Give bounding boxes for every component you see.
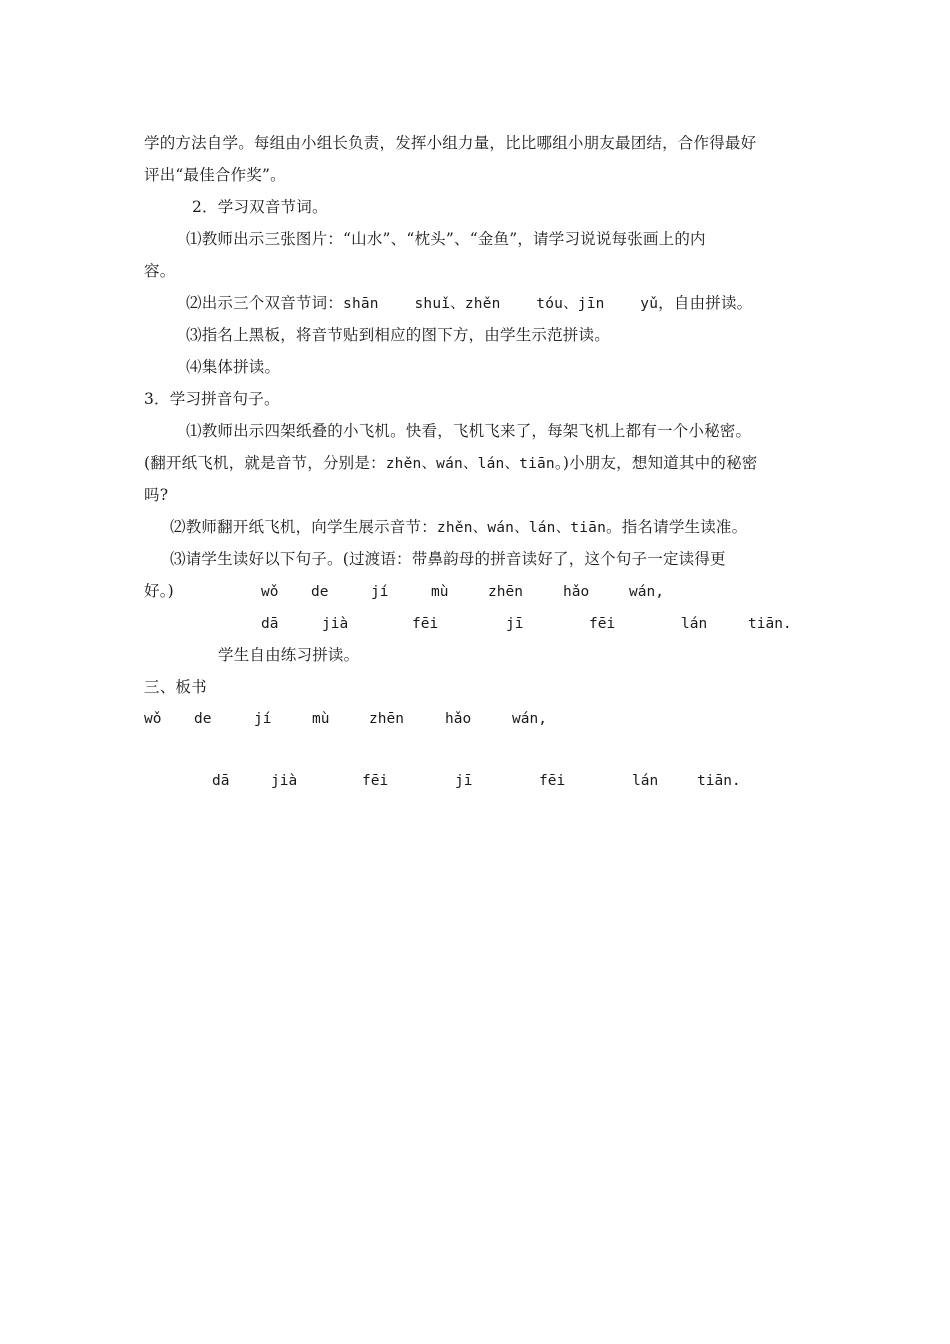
text-segment: (翻开纸飞机，就是音节，分别是： <box>144 454 386 472</box>
pinyin-word: jī <box>506 616 524 632</box>
text-segment: ，自由拼读。 <box>658 294 753 312</box>
board-pinyin-word: de <box>194 711 212 727</box>
board-pinyin-word: mù <box>312 711 330 727</box>
paragraph-line: ⑶请学生读好以下句子。(过渡语：带鼻韵母的拼音读好了，这个句子一定读得更 <box>170 550 726 568</box>
paragraph-line: ⑶指名上黑板，将音节贴到相应的图下方，由学生示范拼读。 <box>186 326 610 344</box>
text-segment: 。)小朋友，想知道其中的秘密 <box>554 454 758 472</box>
board-pinyin-word: tiān. <box>697 773 741 789</box>
pinyin-word: hǎo <box>563 584 590 600</box>
board-pinyin-word: fēi <box>362 773 389 789</box>
pinyin-segment: zhěn、wán、lán、tiān <box>385 456 555 472</box>
paragraph-line: ⑴教师出示三张图片：“山水”、“枕头”、“金鱼”，请学习说说每张画上的内 <box>186 230 706 248</box>
paragraph-line: ⑴教师出示四架纸叠的小飞机。快看，飞机飞来了，每架飞机上都有一个小秘密。 <box>186 422 752 440</box>
pinyin-word: fēi <box>412 616 439 632</box>
pinyin-word: wǒ <box>261 584 279 600</box>
board-pinyin-word: jià <box>271 773 298 789</box>
section-heading: 2．学习双音节词。 <box>192 198 328 216</box>
board-pinyin-word: jí <box>254 711 272 727</box>
pinyin-segment: shān shuǐ、zhěn tóu、jīn yǔ <box>343 296 659 312</box>
text-segment: ⑵出示三个双音节词： <box>186 294 344 312</box>
paragraph-line: 评出“最佳合作奖”。 <box>144 166 286 184</box>
pinyin-word: fēi <box>589 616 616 632</box>
pinyin-word: dā <box>261 616 279 632</box>
board-pinyin-word: zhēn <box>369 711 404 727</box>
text-segment: 。指名请学生读准。 <box>606 518 748 536</box>
paragraph-line <box>144 453 757 474</box>
paragraph-line: 容。 <box>144 262 176 280</box>
pinyin-word: lán <box>681 616 708 632</box>
pinyin-segment: zhěn、wán、lán、tiān <box>436 520 607 536</box>
paragraph-line: 学生自由练习拼读。 <box>218 646 360 664</box>
text-segment: ⑵教师翻开纸飞机，向学生展示音节： <box>170 518 437 536</box>
board-pinyin-word: hǎo <box>445 711 472 727</box>
section-heading: 3．学习拼音句子。 <box>144 390 280 408</box>
board-pinyin-word: fēi <box>539 773 566 789</box>
section-heading: 三、板书 <box>144 678 207 696</box>
paragraph-line: ⑷集体拼读。 <box>186 358 281 376</box>
board-pinyin-word: wǒ <box>144 711 162 727</box>
pinyin-word: de <box>311 584 329 600</box>
pinyin-word: tiān. <box>748 616 792 632</box>
paragraph-line: 好。) <box>144 582 174 600</box>
board-pinyin-word: dā <box>212 773 230 789</box>
pinyin-word: zhēn <box>488 584 523 600</box>
pinyin-word: wán, <box>629 584 664 600</box>
paragraph-line <box>170 517 747 538</box>
paragraph-line: 吗? <box>144 486 169 504</box>
board-pinyin-word: wán, <box>512 711 547 727</box>
paragraph-line <box>186 293 752 314</box>
board-pinyin-word: lán <box>632 773 659 789</box>
paragraph-line: 学的方法自学。每组由小组长负责，发挥小组力量，比比哪组小朋友最团结，合作得最好 <box>144 134 757 152</box>
pinyin-word: jià <box>322 616 349 632</box>
board-pinyin-word: jī <box>455 773 473 789</box>
pinyin-word: jí <box>371 584 389 600</box>
pinyin-word: mù <box>431 584 449 600</box>
